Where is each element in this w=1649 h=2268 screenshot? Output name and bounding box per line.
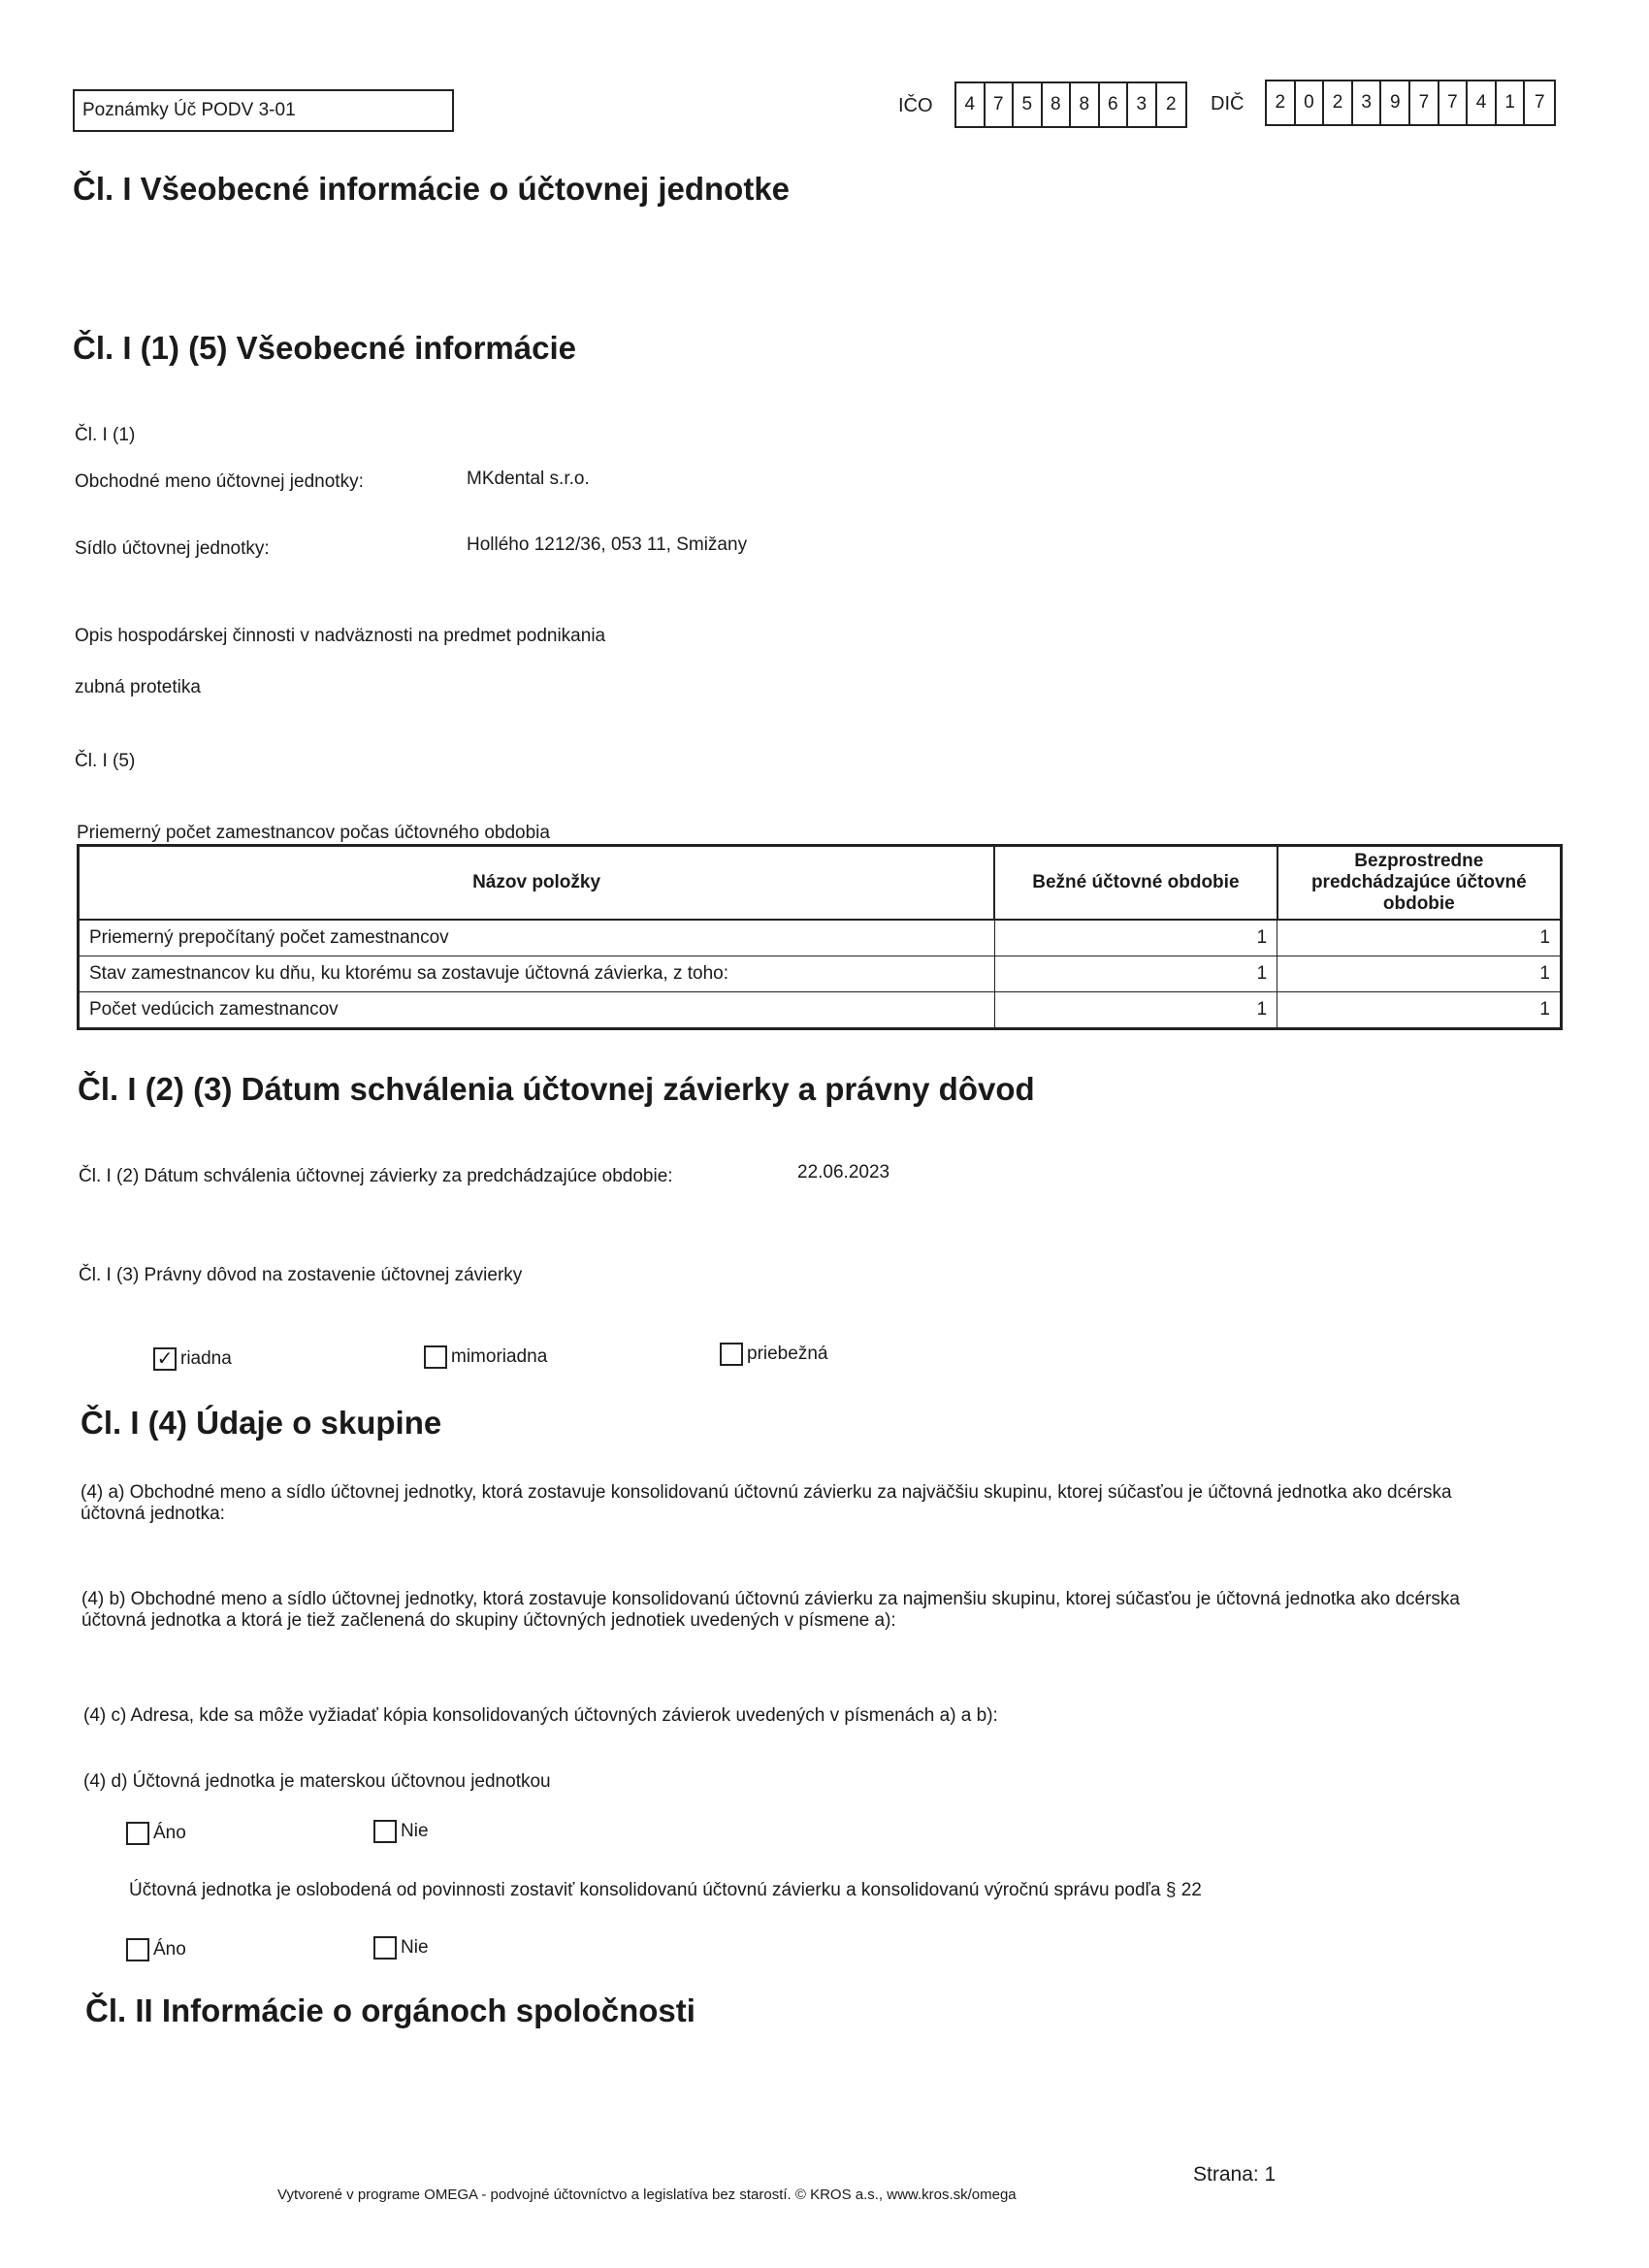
ico-digit: 8 [1043,83,1072,126]
footer-credits: Vytvorené v programe OMEGA - podvojné účtovníctvo a legislatíva bez starostí. © KROS a.s., www.kros.sk/omega [277,2187,1017,2203]
dic-digits [1265,80,1556,126]
group-text-d: (4) d) Účtovná jednotka je materskou účtovnou jednotkou [83,1771,551,1792]
approval-value: 22.06.2023 [797,1162,890,1183]
seat-label: Sídlo účtovnej jednotky: [75,538,270,559]
ico-digits [954,81,1187,128]
group-text-b: (4) b) Obchodné meno a sídlo účtovnej jednotky, ktorá zostavuje konsolidovanú účtovnú závierku za najmenšiu skupinu, ktorej súčasťou je účtovná jednotka ako dcérska účtovná jednotka a ktorá je tiež začlenená do skupiny účtovných jednotiek uvedených v písmene a): [81,1589,1460,1631]
row-name: Počet vedúcich zamestnancov [79,992,995,1029]
dic-label: DIČ [1211,93,1245,114]
seat-value: Hollého 1212/36, 053 11, Smižany [467,535,748,555]
row-name: Stav zamestnancov ku dňu, ku ktorému sa zostavuje účtovná závierka, z toho: [79,956,995,992]
option-exempt-yes[interactable] [126,1938,186,1961]
name-value: MKdental s.r.o. [467,469,590,489]
ico-digit: 5 [1014,83,1043,126]
dic-digit: 2 [1267,81,1296,124]
table-row [79,992,1562,1029]
row-previous: 1 [1277,956,1562,992]
option-interim[interactable] [720,1343,827,1366]
checkbox-parent-yes[interactable] [126,1822,149,1845]
row-previous: 1 [1277,992,1562,1029]
ico-digit: 3 [1128,83,1157,126]
ico-digit: 8 [1071,83,1100,126]
option-parent-yes[interactable] [126,1822,186,1845]
section-title-group: Čl. I (4) Údaje o skupine [81,1405,442,1441]
dic-digit: 0 [1296,81,1325,124]
dic-digit: 1 [1497,81,1526,124]
dic-digit: 2 [1324,81,1353,124]
row-previous: 1 [1277,920,1562,956]
option-interim-label: priebežná [747,1344,828,1364]
checkbox-regular[interactable]: ✓ [153,1347,177,1371]
ico-digit: 7 [986,83,1015,126]
checkbox-interim[interactable] [720,1343,743,1366]
dic-digit: 7 [1439,81,1469,124]
section-title-bodies: Čl. II Informácie o orgánoch spoločnosti [85,1993,695,2028]
header-previous-period: Bezprostredne predchádzajúce účtovné obdobie [1277,846,1562,921]
employees-table [77,844,1563,1030]
activity-value: zubná protetika [75,677,201,697]
approval-label: Čl. I (2) Dátum schválenia účtovnej závierky za predchádzajúce obdobie: [79,1166,673,1186]
page-number: Strana: 1 [1193,2163,1277,2186]
ico-digit: 6 [1100,83,1129,126]
ico-digit: 2 [1165,94,1177,114]
dic-digit: 9 [1381,81,1410,124]
option-exempt-no[interactable] [373,1936,429,1960]
option-regular[interactable] [153,1347,232,1371]
subsection-title-general-info: Čl. I (1) (5) Všeobecné informácie [73,330,576,366]
option-extraordinary-label: mimoriadna [451,1346,548,1367]
group-text-a: (4) a) Obchodné meno a sídlo účtovnej jednotky, ktorá zostavuje konsolidovanú účtovnú závierku za najväčšiu skupinu, ktorej súčasťou je účtovná jednotka ako dcérska účtovná jednotka: [81,1482,1452,1524]
row-current: 1 [994,920,1277,956]
dic-digit: 7 [1534,92,1545,113]
dic-digit: 3 [1353,81,1382,124]
reason-label: Čl. I (3) Právny dôvod na zostavenie účtovnej závierky [79,1265,523,1285]
name-label: Obchodné meno účtovnej jednotky: [75,471,364,492]
exempt-text: Účtovná jednotka je oslobodená od povinnosti zostaviť konsolidovanú účtovnú závierku a konsolidovanú výročnú správu podľa § 22 [129,1880,1202,1900]
ref-article-1: Čl. I (1) [75,425,136,445]
section-title-general: Čl. I Všeobecné informácie o účtovnej jednotke [73,171,791,207]
checkbox-exempt-yes[interactable] [126,1938,149,1961]
option-parent-yes-label: Áno [153,1823,186,1843]
option-parent-no[interactable] [373,1820,429,1843]
option-extraordinary[interactable] [424,1345,547,1369]
option-exempt-no-label: Nie [401,1937,429,1958]
table-row [79,920,1562,956]
header-item-name: Názov položky [79,846,995,921]
table-row [79,956,1562,992]
option-exempt-yes-label: Áno [153,1939,186,1960]
header-current-period: Bežné účtovné obdobie [994,846,1277,921]
option-parent-no-label: Nie [401,1821,429,1841]
row-current: 1 [994,956,1277,992]
ico-label: IČO [898,95,933,116]
section-title-approval: Čl. I (2) (3) Dátum schválenia účtovnej závierky a právny dôvod [78,1071,1035,1107]
employees-label: Priemerný počet zamestnancov počas účtovného obdobia [77,823,550,843]
checkbox-parent-no[interactable] [373,1820,397,1843]
ico-digit: 4 [956,83,986,126]
activity-label: Opis hospodárskej činnosti v nadväznosti na predmet podnikania [75,626,606,646]
dic-digit: 7 [1410,81,1439,124]
checkbox-exempt-no[interactable] [373,1936,397,1960]
option-regular-label: riadna [180,1348,232,1369]
dic-digit: 4 [1468,81,1497,124]
row-name: Priemerný prepočítaný počet zamestnancov [79,920,995,956]
ref-article-5: Čl. I (5) [75,751,136,771]
row-current: 1 [994,992,1277,1029]
form-code: Poznámky Úč PODV 3-01 [73,89,454,132]
group-text-c: (4) c) Adresa, kde sa môže vyžiadať kópia konsolidovaných účtovných závierok uvedených v písmenách a) a b): [83,1705,998,1726]
checkbox-extraordinary[interactable] [424,1345,447,1369]
